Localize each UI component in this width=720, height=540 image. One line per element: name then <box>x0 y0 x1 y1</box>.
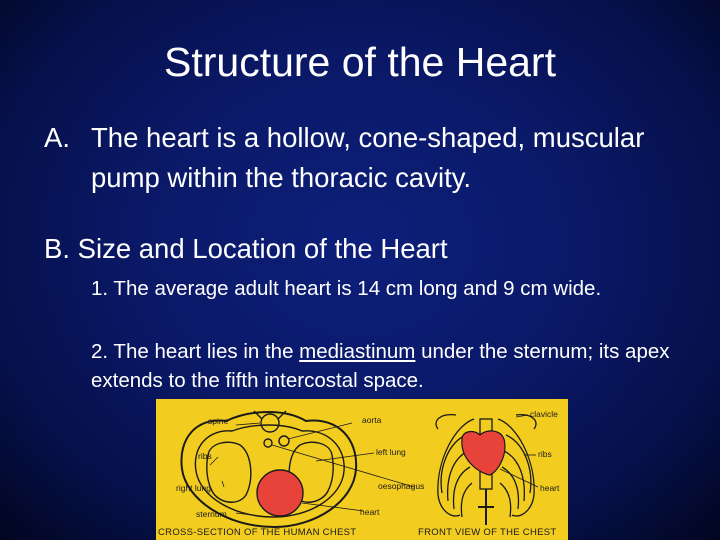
label-oesophagus: oesophagus <box>378 481 425 491</box>
label-clavicle: clavicle <box>530 409 558 419</box>
front-view-leaders <box>500 415 538 487</box>
label-ribs-cross-section: ribs <box>198 451 212 461</box>
heart-figure-svg <box>156 399 568 540</box>
heart-shape-cross-section <box>257 470 303 516</box>
sub-point-location-after: under the sternum; its apex extends to the fifth intercostal space. <box>91 340 670 392</box>
label-ribs-front-view: ribs <box>538 449 552 459</box>
caption-cross-section: CROSS-SECTION OF THE HUMAN CHEST <box>158 527 357 538</box>
label-left-lung: left lung <box>376 447 406 457</box>
point-b-heading: B. Size and Location of the Heart <box>44 233 448 264</box>
sub-point-size: 1. The average adult heart is 14 cm long and 9 cm wide. <box>91 277 602 300</box>
point-a-text: The heart is a hollow, cone-shaped, muscular pump within the thoracic cavity. <box>91 122 645 193</box>
label-heart-front-view: heart <box>540 483 560 493</box>
slide-title: Structure of the Heart <box>164 39 556 85</box>
cross-section-leaders <box>210 423 414 517</box>
sub-point-location <box>91 337 691 395</box>
label-heart-cross-section: heart <box>360 507 380 517</box>
heart-location-figure <box>156 399 568 540</box>
label-aorta: aorta <box>362 415 382 425</box>
point-a-label: A. <box>44 122 70 153</box>
caption-front-view: FRONT VIEW OF THE CHEST <box>418 527 557 538</box>
mediastinum-term: mediastinum <box>299 340 416 363</box>
label-spine: spine <box>208 416 229 426</box>
sub-point-location-before: 2. The heart lies in the <box>91 340 300 363</box>
label-sternum: sternum <box>196 509 227 519</box>
label-right-lung: right lung <box>176 483 211 493</box>
